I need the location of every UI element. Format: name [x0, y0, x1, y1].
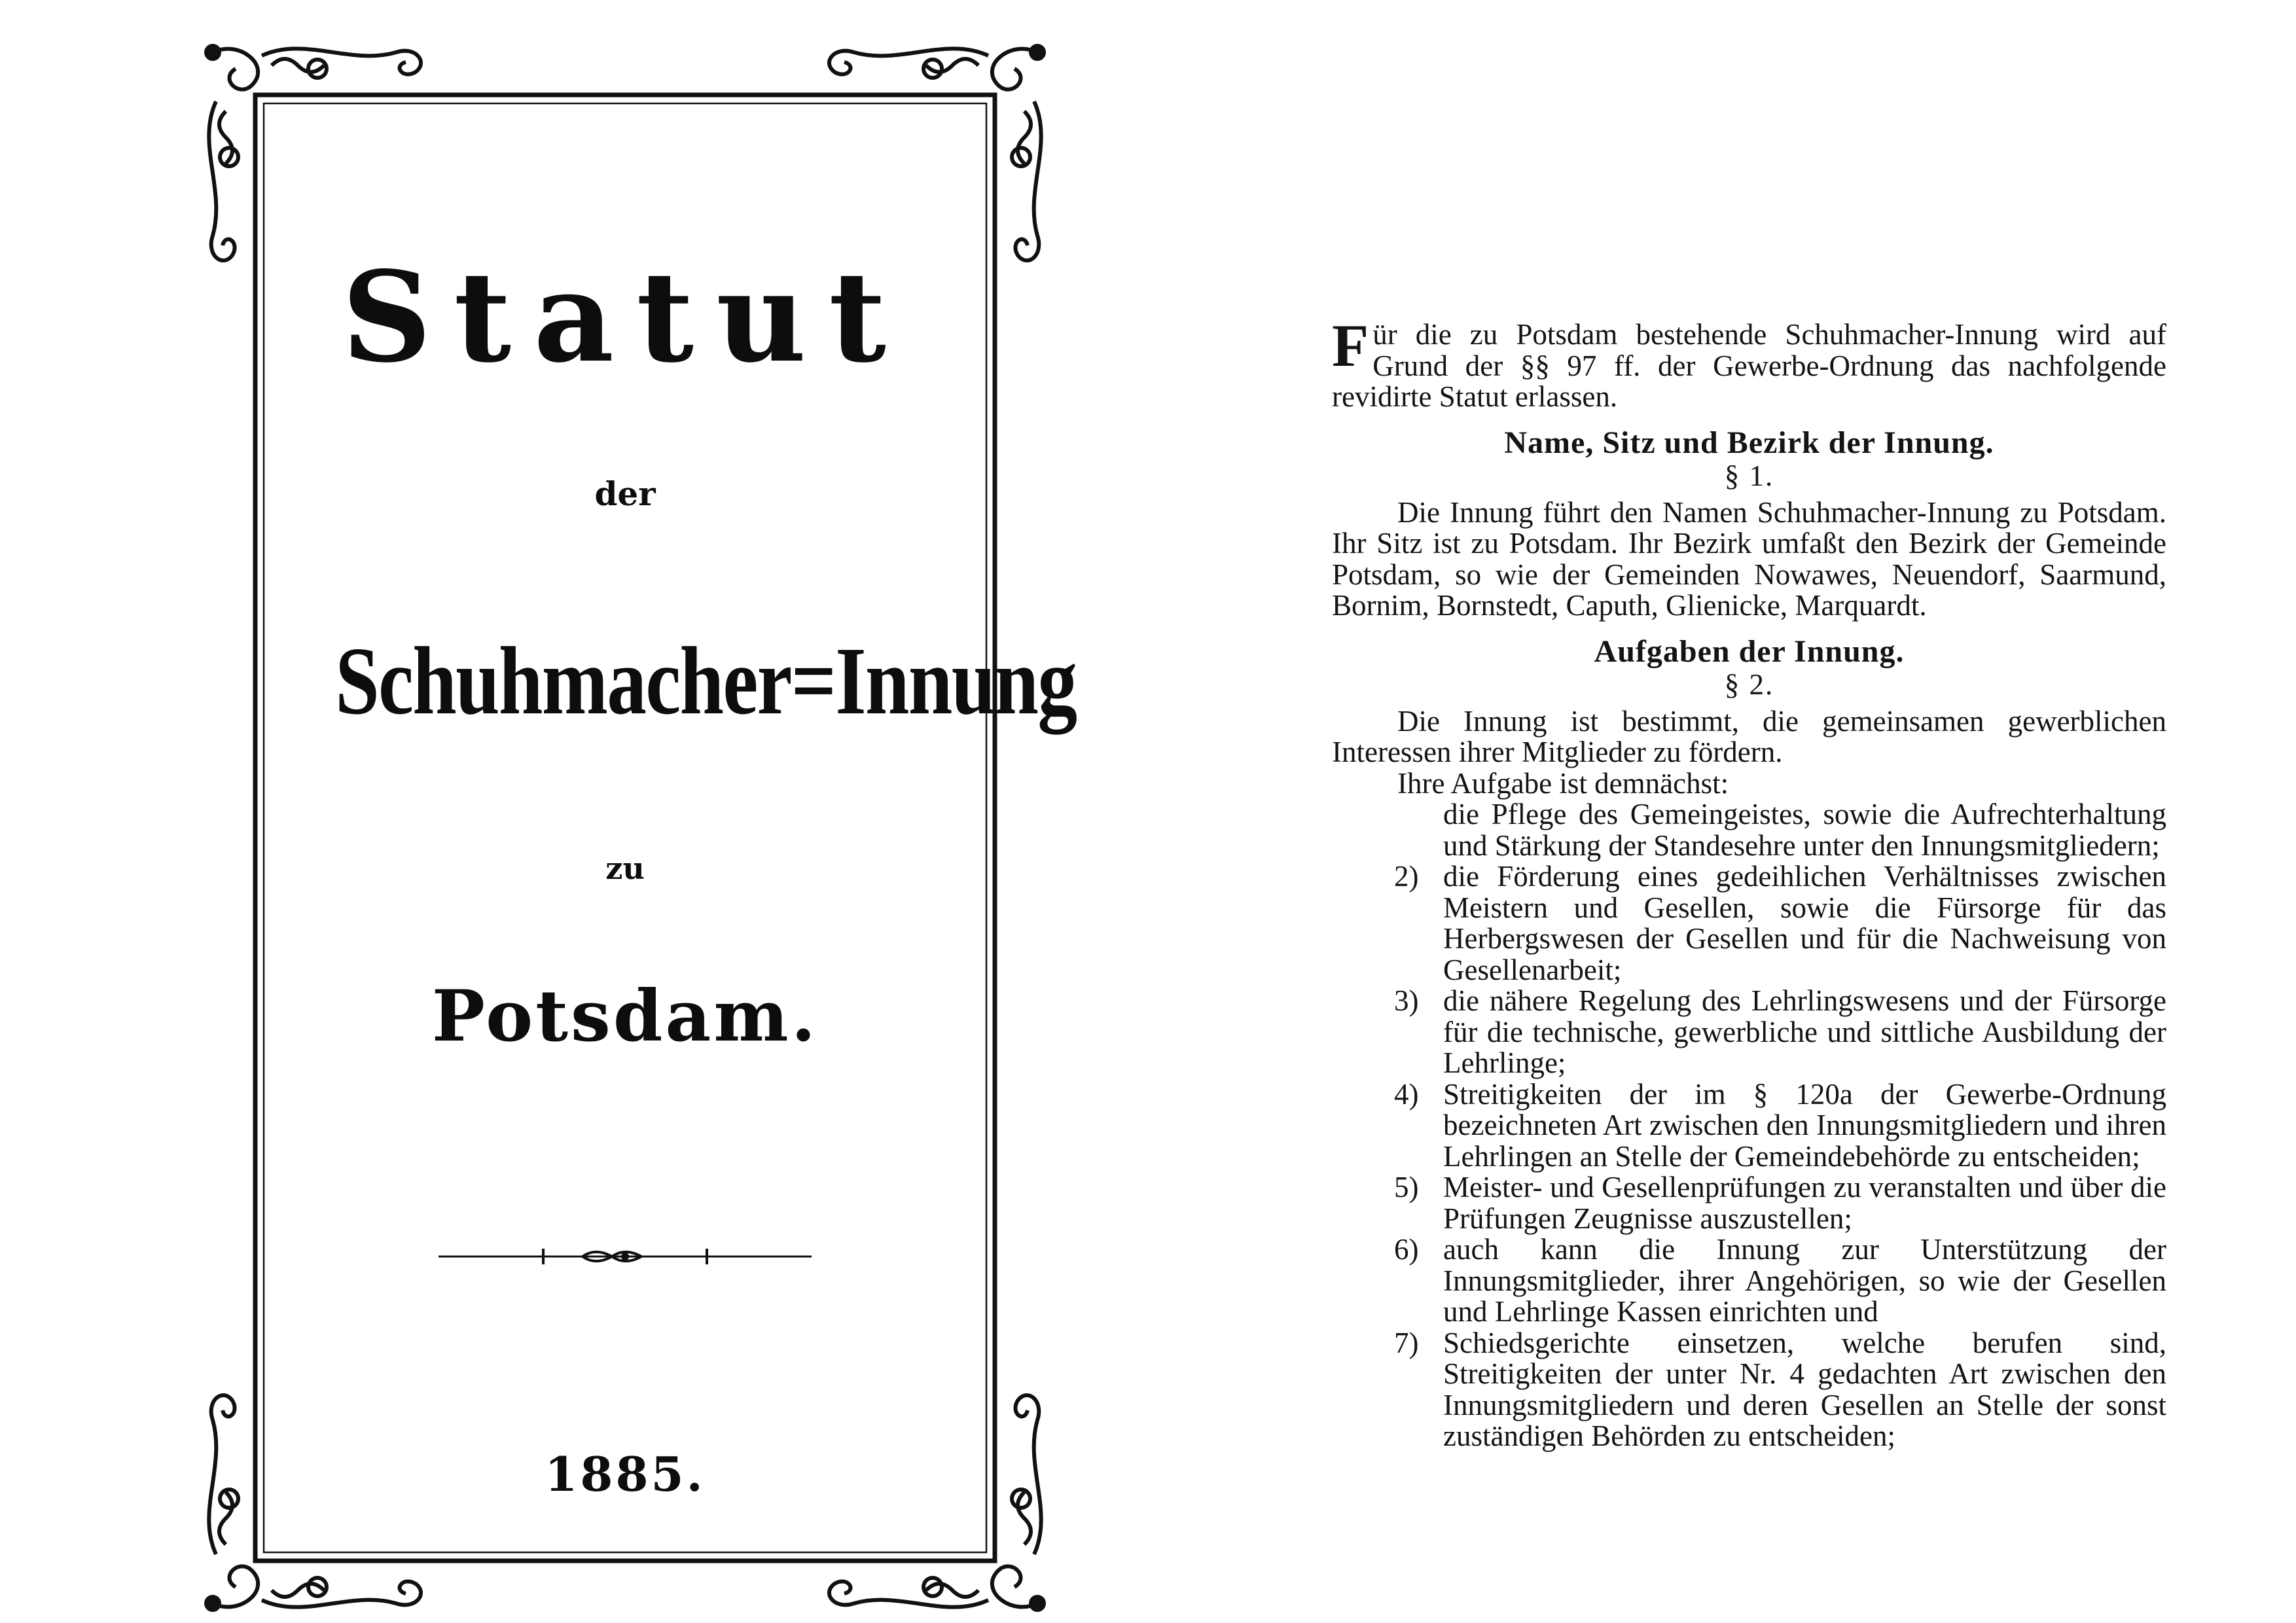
intro-text: ür die zu Potsdam bestehende Schuhmacher-Innung wird auf Grund der §§ 97 ff. der Gewerbe-Ordnung das nachfolgende revidirte Statut erlassen. — [1332, 318, 2166, 413]
title-word-zu: zu — [605, 851, 645, 886]
title-page — [200, 39, 1077, 1616]
list-item-text: die Pflege des Gemeingeistes, sowie die Aufrechterhaltung und Stärkung der Standesehre unter den Innungsmitgliedern; — [1443, 798, 2166, 862]
list-item-text: Meister- und Gesellenprüfungen zu veranstalten und über die Prüfungen Zeugnisse auszustellen; — [1443, 1171, 2166, 1235]
list-item-number: 7) — [1394, 1326, 1419, 1359]
list-item-text: Schiedsgerichte einsetzen, welche berufen sind, Streitigkeiten der unter Nr. 4 gedachten Art zwischen den Innungsmitgliedern und deren Gesellen an Stelle der sonst zuständigen Behörden zu entscheiden; — [1443, 1326, 2166, 1452]
drop-cap-initial: F — [1332, 312, 1369, 379]
list-item-text: auch kann die Innung zur Unterstützung der Innungsmitglieder, ihrer Angehörigen, so wie der Gesellen und Lehrlinge Kassen einrichten und — [1443, 1233, 2166, 1328]
section-2-text: Die Innung ist bestimmt, die gemeinsamen gewerblichen Interessen ihrer Mitglieder zu fördern. — [1332, 704, 2166, 768]
tasks-list — [1332, 799, 2166, 1452]
section-1-text: Die Innung führt den Namen Schuhmacher-Innung zu Potsdam. Ihr Sitz ist zu Potsdam. Ihr Bezirk umfaßt den Bezirk der Gemeinde Potsdam, so wie der Gemeinden Nowawes, Neuendorf, Saarmund, Bornim, Bornstedt, Caputh, Glienicke, Marquardt. — [1332, 495, 2166, 622]
list-item — [1332, 986, 2166, 1079]
list-item-number: 5) — [1394, 1171, 1419, 1204]
list-item — [1332, 1172, 2166, 1234]
ornamental-divider — [439, 1243, 812, 1270]
list-item — [1332, 1234, 2166, 1328]
corner-ornament-top-right — [829, 46, 1044, 260]
publication-year: 1885. — [545, 1446, 706, 1502]
section-2-heading: Aufgaben der Innung. — [1594, 633, 1905, 669]
list-item — [1332, 799, 2166, 861]
document-title: Statut — [342, 244, 908, 390]
statute-page — [1332, 312, 2166, 1452]
section-1-heading: Name, Sitz und Bezirk der Innung. — [1504, 425, 1994, 460]
title-word-der: der — [594, 474, 656, 513]
corner-ornament-top-left — [206, 46, 421, 260]
list-item-number: 3) — [1394, 984, 1419, 1017]
tasks-intro: Ihre Aufgabe ist demnächst: — [1397, 766, 1729, 800]
list-item — [1332, 1328, 2166, 1452]
list-item-number: 4) — [1394, 1077, 1419, 1111]
list-item-text: die nähere Regelung des Lehrlingswesens und der Fürsorge für die technische, gewerbliche und sittliche Ausbildung der Lehrlinge; — [1443, 984, 2166, 1079]
list-item-number: 6) — [1394, 1233, 1419, 1266]
guild-name: Schuhmacher=Innung — [335, 628, 1077, 735]
place-name: Potsdam. — [431, 975, 819, 1058]
section-2-number: § 2. — [1724, 668, 1774, 701]
list-item — [1332, 861, 2166, 986]
section-1-number: § 1. — [1724, 459, 1774, 492]
list-item — [1332, 1079, 2166, 1173]
list-item-text: Streitigkeiten der im § 120a der Gewerbe-Ordnung bezeichneten Art zwischen den Innungsmitgliedern und ihren Lehrlingen an Stelle der Gemeindebehörde zu entscheiden; — [1443, 1077, 2166, 1173]
corner-ornament-bottom-left — [206, 1395, 421, 1610]
list-item-text: die Förderung eines gedeihlichen Verhältnisses zwischen Meistern und Gesellen, sowie die Fürsorge für das Herbergswesen der Gesellen und für die Nachweisung von Gesellenarbeit; — [1443, 860, 2166, 986]
intro-paragraph — [1332, 312, 2166, 413]
corner-ornament-bottom-right — [829, 1395, 1044, 1610]
list-item-number: 2) — [1394, 860, 1419, 893]
